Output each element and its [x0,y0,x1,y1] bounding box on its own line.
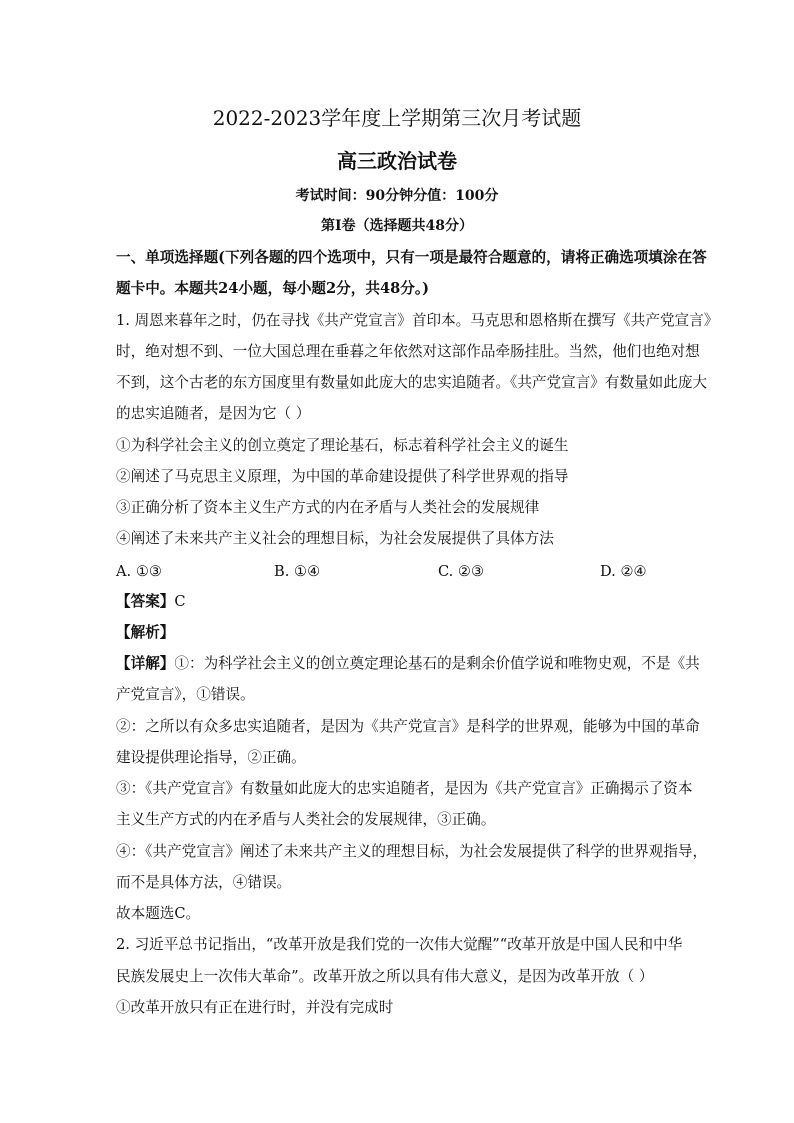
detail-text: ①：为科学社会主义的创立奠定理论基石的是剩余价值学说和唯物史观，不是《共 [174,655,700,672]
exam-time-score: 考试时间：90分钟分值：100分 [295,188,499,204]
question-1-statement: ①为科学社会主义的创立奠定了理论基石，标志着科学社会主义的诞生 [116,437,569,454]
question-1-detail-line: 建设提供理论指导，②正确。 [116,749,306,766]
question-1-option-b: B. ①④ [274,563,321,580]
question-1-option-c: C. ②③ [438,563,485,580]
question-2-statement: ①改革开放只有正在进行时，并没有完成时 [116,999,394,1016]
part-heading: 第Ⅰ卷（选择题共48分） [320,218,474,234]
question-1-detail-line: 而不是具体方法，④错误。 [116,874,292,891]
answer-value: C [174,593,186,610]
question-1-statement: ③正确分析了资本主义生产方式的内在矛盾与人类社会的发展规律 [116,499,540,516]
question-1-option-d: D. ②④ [600,563,647,580]
question-1-stem-line: 1. 周恩来暮年之时，仍在寻找《共产党宣言》首印本。马克思和恩格斯在撰写《共产党宣言》 [116,312,719,329]
question-1-stem-line: 时，绝对想不到、一位大国总理在垂暮之年依然对这部作品牵肠挂肚。当然，他们也绝对想 [116,343,700,360]
question-2-stem-line: 2. 习近平总书记指出，“改革开放是我们党的一次伟大觉醒”“改革开放是中国人民和中华 [116,936,683,953]
question-1-detail-line: ②：之所以有众多忠实追随者，是因为《共产党宣言》是科学的世界观，能够为中国的革命 [116,718,700,735]
question-1-option-a: A. ①③ [116,563,162,580]
question-1-analysis-tag [116,623,174,643]
question-1-statement: ④阐述了未来共产主义社会的理想目标，为社会发展提供了具体方法 [116,530,554,547]
detail-tag: 【详解】 [116,655,175,672]
section-instruction-line: 题卡中。本题共24小题，每小题2分，共48分。) [116,280,430,297]
question-1-detail-line: ④：《共产党宣言》阐述了未来共产主义的理想目标，为社会发展提供了科学的世界观指导， [116,843,708,860]
exam-subtitle: 高三政治试卷 [337,149,457,173]
question-1-statement: ②阐述了马克思主义原理，为中国的革命建设提供了科学世界观的指导 [116,468,569,485]
answer-tag: 【答案】 [116,593,175,610]
question-1-conclusion: 故本题选C。 [116,905,201,922]
question-1-stem-line: 的忠实追随者，是因为它（ ） [116,405,311,422]
question-1-detail-line: ③：《共产党宣言》有数量如此庞大的忠实追随者，是因为《共产党宣言》正确揭示了资本 [116,780,693,797]
section-instruction-line: 一、单项选择题(下列各题的四个选项中，只有一项是最符合题意的，请将正确选项填涂在答 [116,249,707,266]
exam-title: 2022-2023学年度上学期第三次月考试题 [212,106,582,130]
question-1-stem-line: 不到，这个古老的东方国度里有数量如此庞大的忠实追随者。《共产党宣言》有数量如此庞大 [116,374,708,391]
question-1-answer [116,592,186,612]
question-1-detail-line: 主义生产方式的内在矛盾与人类社会的发展规律，③正确。 [116,811,496,828]
question-1-detail-line [116,654,700,674]
question-1-detail-line: 产党宣言》，①错误。 [116,686,255,703]
question-2-stem-line: 民族发展史上一次伟大革命”。改革开放之所以具有伟大意义，是因为改革开放（ ） [116,968,654,985]
analysis-tag: 【解析】 [116,624,175,641]
